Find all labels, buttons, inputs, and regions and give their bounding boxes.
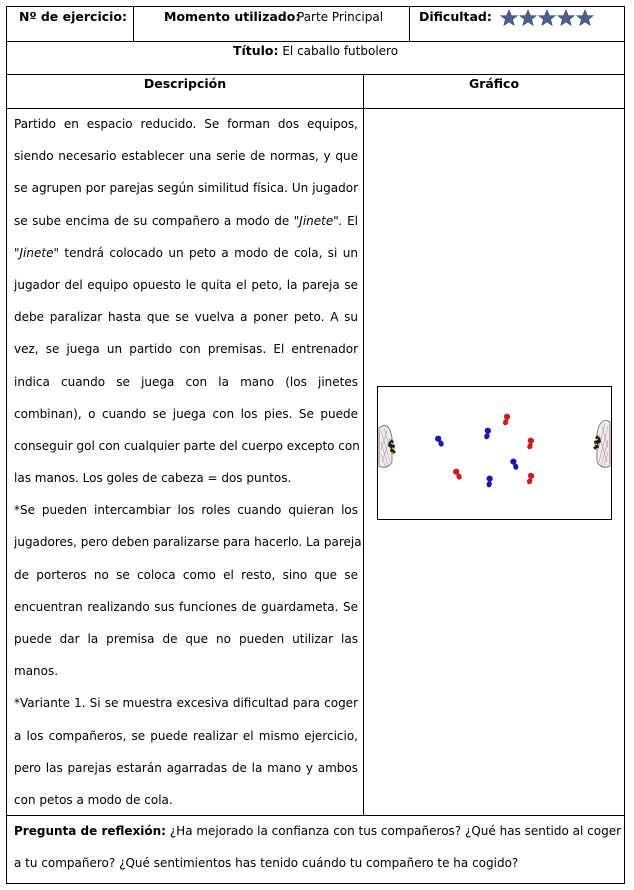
description-line: de porteros no se coloca como el resto, sino que se	[14, 567, 358, 582]
graphic-header-cell	[364, 74, 624, 108]
description-text-fragment: El	[342, 213, 358, 228]
description-text-fragment: se sube encima de su compañero a modo de	[14, 213, 294, 228]
exercise-sheet	[6, 6, 625, 884]
title-line	[7, 43, 624, 58]
description-line: siendo necesario establecer una serie de normas, y que	[14, 149, 358, 164]
star-icon	[538, 9, 556, 27]
description-line: puede dar la premisa de que no pueden utilizar las	[14, 632, 358, 646]
title-value: El caballo futbolero	[282, 44, 399, 58]
column-header-row	[7, 74, 624, 109]
description-line: jugadores, pero deben paralizarse para hacerlo. La pareja	[14, 535, 362, 550]
difficulty-rating	[500, 9, 594, 31]
difficulty-cell	[410, 7, 624, 41]
description-line	[14, 237, 358, 269]
description-line: manos.	[14, 664, 59, 679]
playing-field-diagram	[377, 386, 612, 520]
description-line: pero las parejas estarán agarradas de la mano y ambos	[14, 760, 358, 775]
star-icon	[500, 9, 518, 27]
content-row	[7, 108, 624, 816]
exercise-number-label: Nº de ejercicio:	[19, 9, 128, 24]
reflection-text	[14, 815, 622, 879]
exercise-number-cell	[7, 7, 134, 41]
description-text-fragment: tendrá colocado un peto a modo de cola, si un	[59, 245, 358, 260]
reflection-label: Pregunta de reflexión:	[14, 824, 166, 838]
description-line: *Se pueden intercambiar los roles cuando quieran los	[14, 503, 358, 518]
description-line: Partido en espacio reducido. Se forman dos equipos,	[14, 117, 358, 131]
graphic-cell	[364, 108, 624, 815]
star-icon	[557, 9, 575, 27]
description-cell	[7, 108, 364, 815]
description-line: se agrupen por parejas según similitud física. Un jugador	[14, 181, 358, 196]
description-line: jugador del equipo opuesto le quita el peto, la pareja se	[14, 277, 358, 292]
star-icon	[576, 9, 594, 27]
moment-label: Momento utilizado:	[164, 9, 301, 24]
difficulty-label: Dificultad:	[419, 9, 492, 24]
jinete-emphasis: "Jinete"	[14, 245, 59, 260]
description-line: a los compañeros, se puede realizar el mismo ejercicio,	[14, 728, 358, 743]
reflection-row	[7, 815, 624, 883]
moment-value: Parte Principal	[297, 10, 384, 24]
description-header-cell	[7, 74, 364, 108]
description-line: encuentran realizando sus funciones de guardameta. Se	[14, 599, 358, 614]
description-line	[14, 205, 358, 237]
description-text	[14, 108, 362, 816]
description-line: vez, se juega un partido con premisas. El entrenador	[14, 342, 358, 357]
jinete-emphasis: "Jinete".	[293, 213, 343, 228]
description-line: con petos a modo de cola.	[14, 792, 173, 807]
reflection-line: a tu compañero? ¿Qué sentimientos has tenido cuándo tu compañero te ha cogido?	[14, 856, 519, 871]
description-line: combinan), o cuando se juega con los pies. Se puede	[14, 406, 358, 421]
description-header: Descripción	[143, 76, 227, 91]
description-line: indica cuando se juega con la mano (los jinetes	[14, 374, 358, 389]
reflection-line	[14, 815, 622, 847]
description-line: debe paralizar hasta que se vuelva a poner peto. A su	[14, 310, 358, 325]
field-boundary	[378, 387, 612, 520]
reflection-question: ¿Ha mejorado la confianza con tus compañeros? ¿Qué has sentido al coger	[165, 824, 622, 838]
graphic-header: Gráfico	[468, 76, 520, 91]
header-row	[7, 7, 624, 42]
description-line: las manos. Los goles de cabeza = dos puntos.	[14, 471, 292, 486]
moment-cell	[134, 7, 410, 41]
star-icon	[519, 9, 537, 27]
description-line: *Variante 1. Si se muestra excesiva dificultad para coger	[14, 696, 358, 711]
title-label: Título:	[232, 43, 279, 58]
title-row	[7, 41, 624, 75]
description-line: conseguir gol con cualquier parte del cuerpo excepto con	[14, 438, 360, 453]
